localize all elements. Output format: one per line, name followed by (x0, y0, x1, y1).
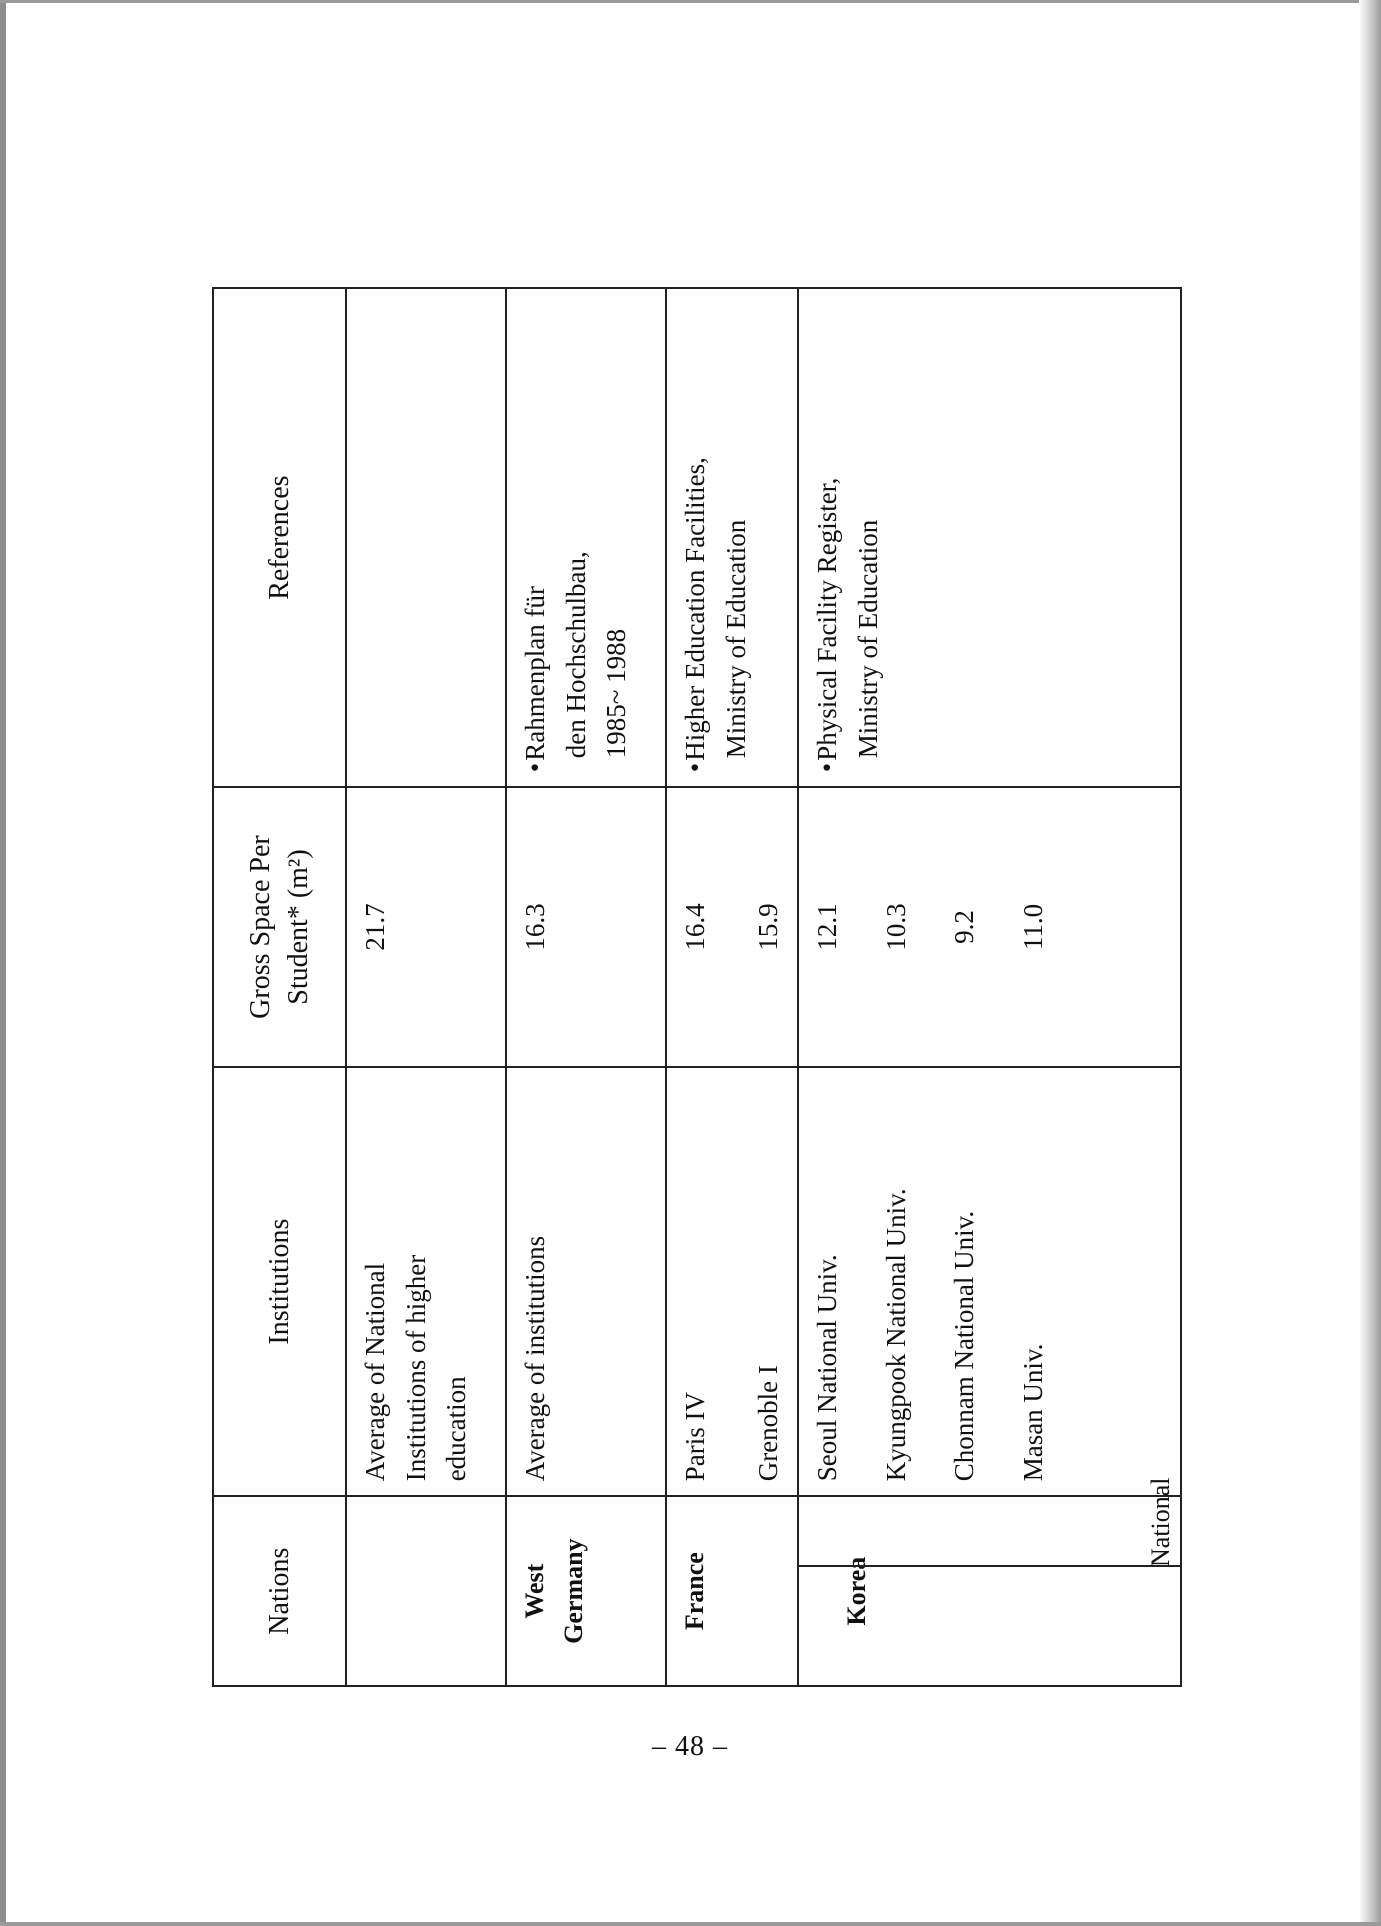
institution-name: Kyungpook National Univ. (880, 1188, 911, 1482)
table-row (798, 288, 1181, 1686)
gross-space-cell (798, 787, 1181, 1067)
institution-name: Average of institutions (520, 1235, 550, 1482)
page-edge-bottom (0, 1922, 1381, 1926)
nation-cell: France (666, 1496, 798, 1686)
institution-name: Average of National (360, 1262, 390, 1482)
reference-line: 1985~ 1988 (601, 628, 631, 759)
rotated-table-container (212, 287, 1182, 1687)
korea-sub-divider (799, 1565, 1180, 1567)
page-number: – 48 – (652, 1731, 728, 1762)
references-cell (346, 288, 506, 787)
korea-sub-label: National (1146, 1477, 1175, 1567)
gross-space-cell (666, 787, 798, 1067)
reference-line: den Hochschulbau, (560, 551, 591, 759)
institution-name: Chonnam National Univ. (949, 1210, 979, 1482)
reference-line: Ministry of Education (852, 519, 883, 759)
institutions-cell (346, 1067, 506, 1496)
nation-cell: West Germany (506, 1496, 666, 1686)
nation-cell-korea (798, 1477, 1181, 1686)
institution-name: Paris IV (680, 1392, 710, 1482)
header-references: References (213, 288, 346, 787)
nation-label: Korea (842, 1556, 871, 1626)
institutions-cell (506, 1067, 666, 1496)
header-gross-space-line2: Student* (m²) (282, 849, 314, 1005)
institution-name: Masan Univ. (1017, 1343, 1048, 1482)
page-edge-top (0, 0, 1381, 3)
page-edge-shadow (1359, 0, 1381, 1926)
reference-line: Ministry of Education (720, 519, 751, 759)
header-gross-space-line1: Gross Space Per (244, 835, 276, 1019)
header-gross-space (213, 787, 346, 1067)
gross-space-value: 21.7 (360, 903, 390, 951)
nation-cell (346, 1496, 506, 1686)
references-cell (798, 288, 1181, 787)
page-edge-left (0, 0, 6, 1926)
gross-space-value: 10.3 (880, 903, 911, 951)
institution-name: Grenoble I (752, 1365, 783, 1482)
gross-space-value: 16.3 (520, 903, 550, 951)
gross-space-table (212, 287, 1182, 1687)
gross-space-value: 15.9 (752, 903, 783, 951)
header-row (213, 288, 346, 1686)
header-nations: Nations (213, 1496, 346, 1686)
institutions-cell (798, 1067, 1181, 1496)
gross-space-value: 9.2 (949, 910, 979, 944)
institutions-cell (666, 1067, 798, 1496)
gross-space-value: 11.0 (1017, 903, 1048, 951)
gross-space-value: 12.1 (812, 903, 842, 951)
reference-line: • Physical Facility Register, (807, 303, 848, 772)
references-cell (666, 288, 798, 787)
reference-line: • Higher Education Facilities, (675, 303, 716, 772)
gross-space-cell (506, 787, 666, 1067)
institution-name: Seoul National Univ. (812, 1254, 842, 1482)
table-row (506, 288, 666, 1686)
gross-space-cell (346, 787, 506, 1067)
gross-space-value: 16.4 (680, 903, 710, 951)
table-row (346, 288, 506, 1686)
reference-line: • Rahmenplan für (515, 303, 556, 772)
table-row (666, 288, 798, 1686)
header-institutions: Institutions (213, 1067, 346, 1496)
references-cell (506, 288, 666, 787)
institution-name: education (441, 1376, 471, 1482)
institution-name: Institutions of higher (400, 1254, 431, 1482)
